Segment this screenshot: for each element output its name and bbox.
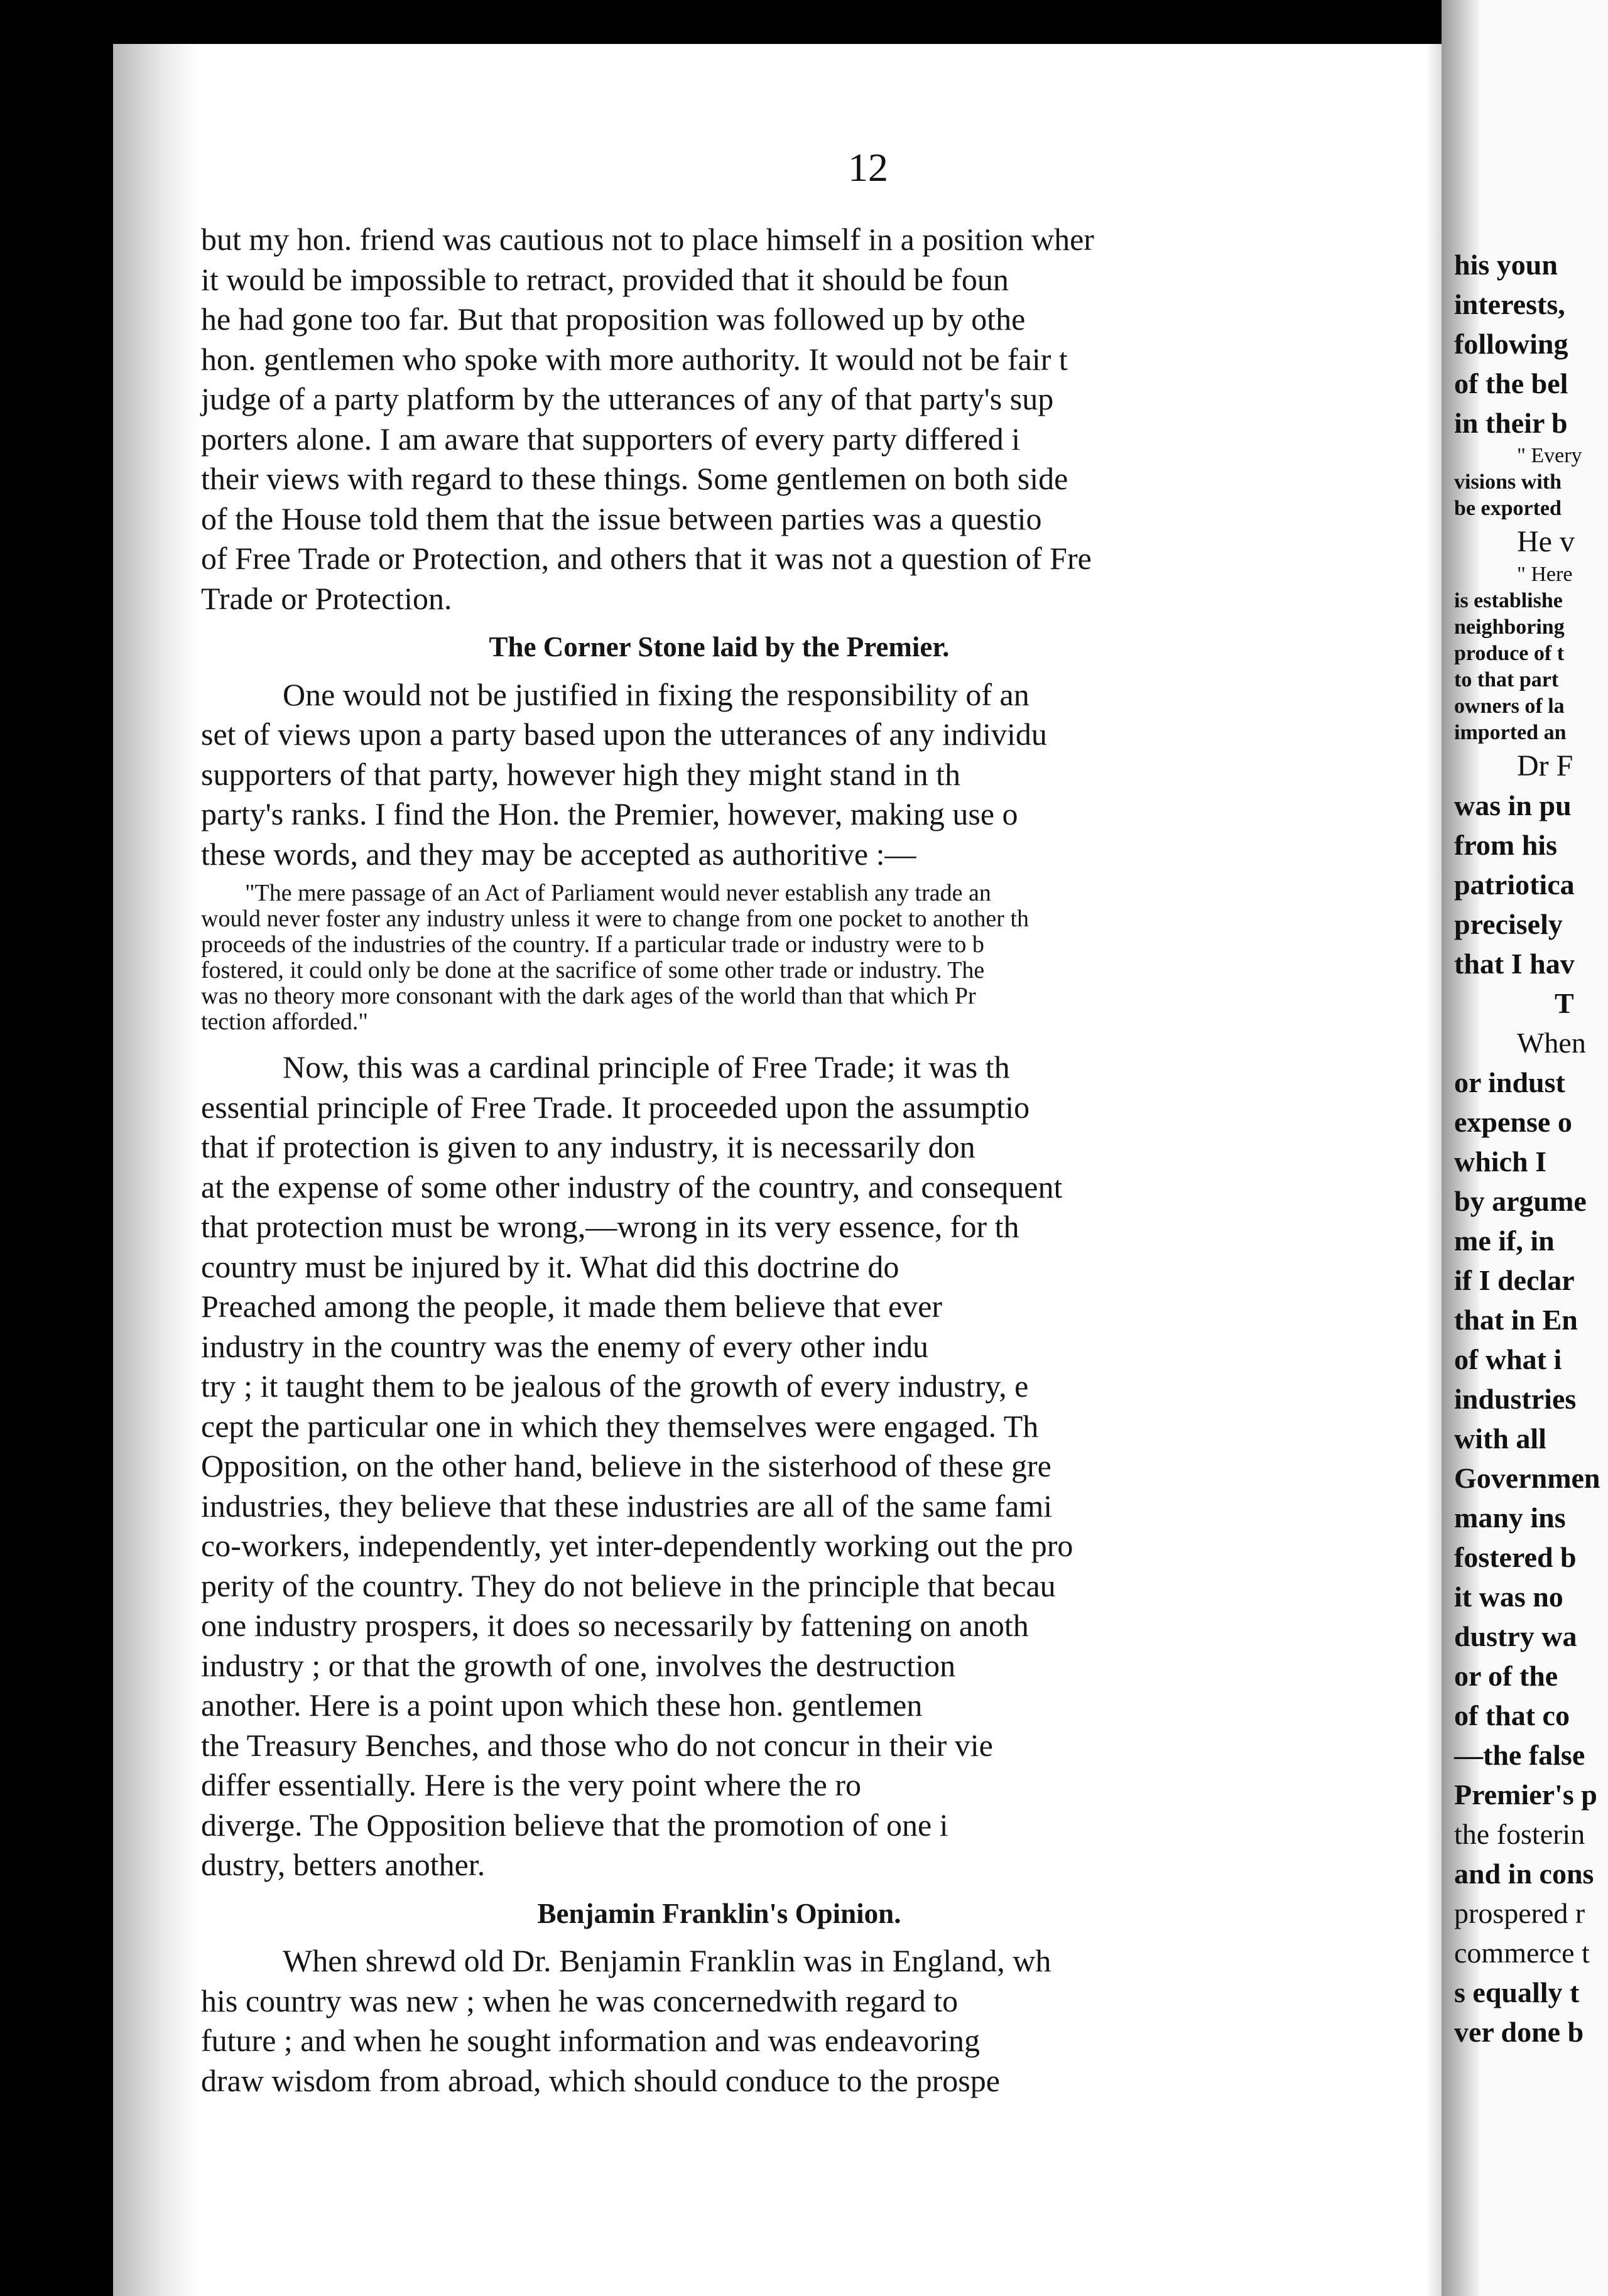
text-line: supporters of that party, however high they might stand in th (201, 756, 961, 792)
text-line: interests, (1454, 288, 1565, 320)
text-line: " Every (1517, 444, 1582, 467)
page-edge-shadow (113, 44, 201, 2296)
quote-line: tection afforded." (201, 1009, 368, 1035)
text-line: prospered r (1454, 1897, 1585, 1929)
text-line: from his (1454, 829, 1557, 861)
paragraph-4 (201, 1941, 1426, 2101)
text-line: commerce t (1454, 1937, 1590, 1969)
text-line: with all (1454, 1422, 1546, 1454)
text-line: or indust (1454, 1066, 1565, 1098)
text-line: of what i (1454, 1343, 1562, 1375)
text-line: that in En (1454, 1304, 1578, 1336)
text-line: the fosterin (1454, 1818, 1585, 1850)
text-line: industry ; or that the growth of one, involves the destruction (201, 1647, 956, 1683)
quote-line: "The mere passage of an Act of Parliament would never establish any trade an (245, 880, 991, 906)
text-line: Opposition, on the other hand, believe in the sisterhood of these gre (201, 1448, 1051, 1483)
text-line: of that co (1454, 1699, 1570, 1731)
text-line: industry in the country was the enemy of every other indu (201, 1328, 929, 1364)
text-line: but my hon. friend was cautious not to place himself in a position wher (201, 222, 1094, 257)
quote-line: was no theory more consonant with the dark ages of the world than that which Pr (201, 983, 976, 1009)
text-line: or of the (1454, 1660, 1558, 1692)
text-line: differ essentially. Here is the very point where the ro (201, 1767, 862, 1802)
text-line: expense o (1454, 1106, 1572, 1138)
text-line: Premier's p (1454, 1779, 1597, 1811)
text-line: He v (1517, 525, 1575, 558)
text-line: dustry, betters another. (201, 1847, 486, 1882)
text-line: be exported (1454, 497, 1562, 520)
text-line: perity of the country. They do not believe in the principle that becau (201, 1568, 1056, 1603)
text-line: he had gone too far. But that proposition was followed up by othe (201, 301, 1026, 337)
text-line: country must be injured by it. What did this doctrine do (201, 1248, 899, 1284)
text-line: it would be impossible to retract, provided that it should be foun (201, 261, 1009, 297)
text-line: judge of a party platform by the utterances of any of that party's sup (201, 381, 1054, 416)
text-line: to that part (1454, 668, 1559, 691)
section-heading-franklin: Benjamin Franklin's Opinion. (537, 1897, 901, 1929)
quote-line: would never foster any industry unless it were to change from one pocket to another th (201, 906, 1029, 932)
section-heading-corner-stone: The Corner Stone laid by the Premier. (489, 631, 950, 663)
text-line: industries (1454, 1383, 1577, 1415)
paragraph-2 (201, 675, 1426, 875)
text-line: many ins (1454, 1502, 1566, 1534)
text-line: T (1555, 987, 1574, 1019)
text-line: " Here (1517, 563, 1573, 586)
text-line: future ; and when he sought information and was endeavoring (201, 2023, 980, 2058)
text-line: these words, and they may be accepted as authoritive :— (201, 836, 916, 872)
text-line: party's ranks. I find the Hon. the Premier, however, making use o (201, 796, 1018, 831)
text-line: draw wisdom from abroad, which should conduce to the prospe (201, 2062, 1000, 2098)
text-line: Now, this was a cardinal principle of Free Trade; it was th (283, 1049, 1010, 1085)
text-line: cept the particular one in which they themselves were engaged. Th (201, 1408, 1039, 1444)
text-line: was in pu (1454, 789, 1572, 821)
text-line: neighboring (1454, 615, 1565, 639)
text-line: if I declar (1454, 1264, 1575, 1296)
text-line: it was no (1454, 1581, 1563, 1613)
text-line: their views with regard to these things. Some gentlemen on both side (201, 461, 1068, 496)
text-line: Trade or Protection. (201, 580, 452, 616)
paragraph-3 (201, 1048, 1426, 1885)
text-line: diverge. The Opposition believe that the promotion of one i (201, 1807, 948, 1843)
right-page-fragment (1442, 0, 1608, 2296)
text-line: One would not be justified in fixing the responsibility of an (283, 676, 1029, 712)
text-line: When (1517, 1027, 1586, 1059)
page-number: 12 (848, 145, 888, 190)
right-text-column (1454, 245, 1608, 2052)
text-line: following (1454, 328, 1568, 360)
text-line: industries, they believe that these industries are all of the same fami (201, 1488, 1053, 1524)
text-line: —the false (1454, 1739, 1585, 1771)
text-line: s equally t (1454, 1976, 1580, 2008)
text-line: by argume (1454, 1185, 1587, 1217)
quote-line: fostered, it could only be done at the sacrifice of some other trade or industry. The (201, 957, 985, 983)
text-line: set of views upon a party based upon the utterances of any individu (201, 717, 1047, 752)
text-line: that protection must be wrong,—wrong in its very essence, for th (201, 1209, 1019, 1244)
text-line: Governmen (1454, 1462, 1600, 1494)
text-line: porters alone. I am aware that supporters of every party differed i (201, 421, 1021, 457)
quote-line: proceeds of the industries of the country. If a particular trade or industry were to b (201, 931, 984, 958)
text-line: that I hav (1454, 948, 1575, 980)
text-line: that if protection is given to any industry, it is necessarily don (201, 1129, 975, 1164)
text-line: When shrewd old Dr. Benjamin Franklin was in England, wh (283, 1943, 1051, 1978)
text-line: produce of t (1454, 642, 1565, 665)
text-line: his country was new ; when he was concernedwith regard to (201, 1983, 959, 2018)
text-line: in their b (1454, 407, 1568, 439)
text-line: dustry wa (1454, 1620, 1577, 1652)
text-line: imported an (1454, 721, 1567, 744)
text-line: Dr F (1517, 749, 1573, 782)
text-line: fostered b (1454, 1541, 1577, 1573)
text-line: his youn (1454, 249, 1558, 281)
left-text-column (201, 220, 1426, 2101)
text-line: the Treasury Benches, and those who do not concur in their vie (201, 1727, 993, 1763)
text-line: at the expense of some other industry of the country, and consequent (201, 1169, 1063, 1205)
text-line: essential principle of Free Trade. It proceeded upon the assumptio (201, 1089, 1030, 1125)
paragraph-1 (201, 220, 1426, 619)
text-line: of the bel (1454, 367, 1568, 399)
text-line: co-workers, independently, yet inter-dependently working out the pro (201, 1528, 1073, 1563)
text-line: owners of la (1454, 695, 1565, 718)
text-line: me if, in (1454, 1225, 1555, 1257)
text-line: another. Here is a point upon which these hon. gentlemen (201, 1687, 923, 1723)
text-line: visions with (1454, 470, 1562, 494)
text-line: try ; it taught them to be jealous of the growth of every industry, e (201, 1368, 1029, 1404)
text-line: one industry prospers, it does so necessarily by fattening on anoth (201, 1608, 1029, 1643)
text-line: of the House told them that the issue between parties was a questio (201, 501, 1042, 536)
text-line: of Free Trade or Protection, and others that it was not a question of Fre (201, 541, 1092, 576)
text-line: patriotica (1454, 869, 1575, 901)
text-line: Preached among the people, it made them believe that ever (201, 1289, 943, 1324)
block-quote (201, 880, 1426, 1035)
text-line: ver done b (1454, 2016, 1584, 2048)
text-line: hon. gentlemen who spoke with more authority. It would not be fair t (201, 341, 1068, 377)
text-line: is establishe (1454, 589, 1563, 612)
text-line: which I (1454, 1145, 1546, 1178)
text-line: precisely (1454, 908, 1563, 940)
text-line: and in cons (1454, 1858, 1594, 1890)
